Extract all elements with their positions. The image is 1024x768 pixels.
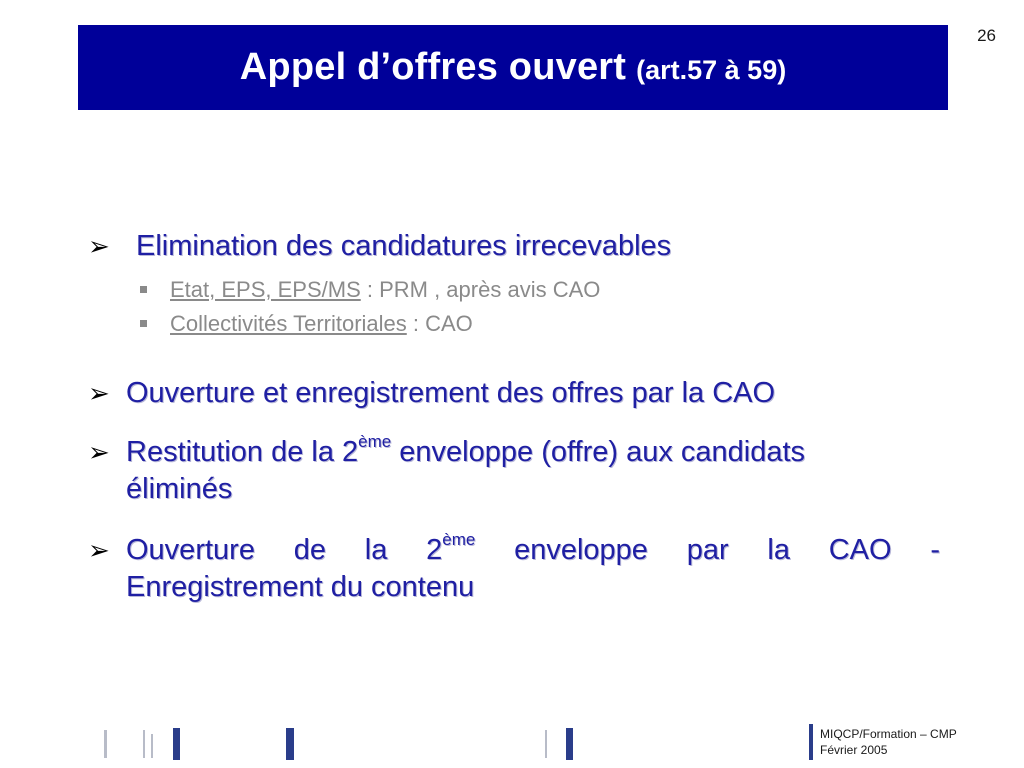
word: la — [364, 534, 388, 566]
sub-item-text: : PRM , après avis CAO — [360, 277, 601, 302]
arrow-bullet-icon: ➢ — [88, 378, 110, 408]
arrow-bullet-icon: ➢ — [88, 231, 110, 261]
bullet-text: Ouverture et enregistrement des offres par la CAO — [126, 377, 776, 409]
text-part: Restitution de la 2 — [126, 436, 359, 468]
arrow-bullet-icon: ➢ — [88, 535, 110, 565]
text-part: 2 — [426, 534, 443, 566]
footer-mark — [151, 734, 153, 758]
word: la — [767, 534, 790, 566]
sub-item-etat — [140, 273, 940, 307]
slide-content — [88, 228, 940, 606]
footer-date: Février 2005 — [820, 743, 888, 757]
footer-mark — [143, 730, 145, 758]
bullet-ouverture-enveloppe — [88, 532, 940, 606]
bullet-ouverture-offres — [88, 375, 940, 412]
slide-title-articles: (art.57 à 59) — [636, 55, 787, 85]
word: enveloppe — [514, 534, 648, 566]
bullet-line — [126, 434, 940, 471]
footer-mark — [286, 728, 294, 760]
word: de — [293, 534, 326, 566]
square-bullet-icon — [140, 320, 147, 327]
bullet-elimination — [88, 228, 940, 265]
footer-mark — [104, 730, 107, 758]
superscript: ème — [442, 530, 476, 550]
sub-item-text: : CAO — [406, 311, 473, 336]
bullet-text — [126, 434, 805, 471]
superscript: ème — [358, 432, 392, 452]
bullet-text: Elimination des candidatures irrecevables — [136, 230, 672, 262]
bullet-restitution — [88, 434, 940, 508]
word — [426, 532, 475, 569]
page-number: 26 — [977, 26, 996, 45]
word: Ouverture — [126, 534, 255, 566]
word: par — [686, 534, 729, 566]
text-part: enveloppe (offre) aux candidats — [391, 436, 806, 468]
link-collectivites[interactable]: Collectivités Territoriales — [170, 311, 407, 336]
link-etat-eps[interactable]: Etat, EPS, EPS/MS — [170, 277, 361, 302]
footer-mark — [566, 728, 573, 760]
square-bullet-icon — [140, 286, 147, 293]
word: - — [930, 534, 940, 566]
title-bar — [78, 25, 948, 110]
bullet-line — [126, 532, 940, 569]
sublist — [88, 273, 940, 341]
footer-info — [820, 726, 957, 758]
footer-mark — [173, 728, 180, 760]
arrow-bullet-icon: ➢ — [88, 437, 110, 467]
word: CAO — [828, 534, 892, 566]
footer-bar — [809, 724, 813, 760]
sub-item-collectivites — [140, 307, 940, 341]
footer-mark — [545, 730, 547, 758]
footer-organization: MIQCP/Formation – CMP — [820, 727, 957, 741]
bullet-line-2: Enregistrement du contenu — [126, 571, 475, 603]
bullet-line-2: éliminés — [126, 473, 233, 505]
slide-title: Appel d’offres ouvert — [239, 46, 627, 88]
